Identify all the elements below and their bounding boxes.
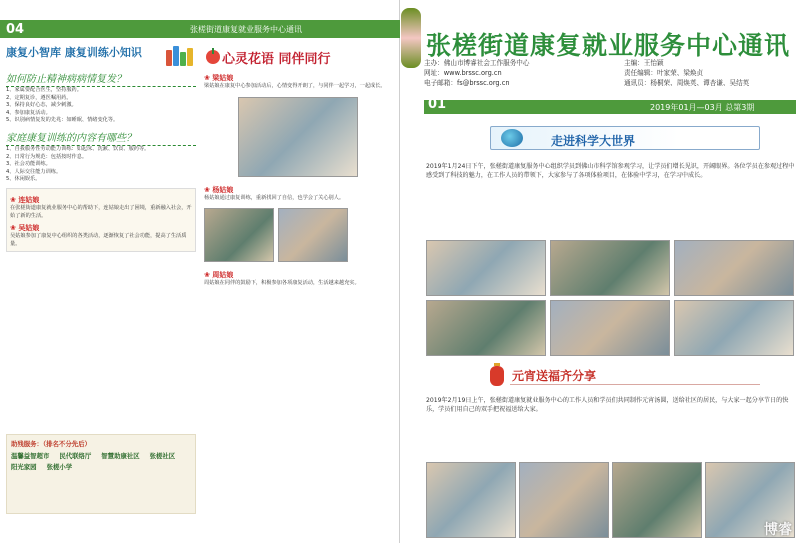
partner-item: 民代联络厅 xyxy=(59,452,92,460)
editor-in-chief: 主编：王怡颖 xyxy=(624,59,664,67)
science-banner xyxy=(490,126,760,150)
science-photo xyxy=(674,240,794,296)
science-photo xyxy=(550,300,670,356)
partner-item: 阳光家园 xyxy=(11,463,37,471)
col2-story-2-text: 杨姑娘通过康复训练，重新找回了自信，也学会了关心别人。 xyxy=(204,194,345,201)
email: 电子邮箱：fs@brssc.org.cn xyxy=(424,79,510,87)
lantern-article: 2019年2月19日上午，张槎街道康复就业服务中心的工作人员和学员们共同制作元宵汤圆，送给社区的居民，与大家一起分享节日的快乐，学员们用自己的双手把祝福送给大家。 xyxy=(426,397,789,413)
globe-icon xyxy=(501,129,523,147)
lantern-title: 元宵送福齐分享 xyxy=(512,369,597,383)
left-column-2 xyxy=(204,44,394,534)
science-photo xyxy=(550,240,670,296)
responsible-editors: 责任编辑：叶家荣、梁焕贞 xyxy=(624,69,704,77)
lantern-photo xyxy=(426,462,516,538)
col2-story-2-title: ❀ 杨姑娘 xyxy=(204,185,234,194)
newsletter-title: 张槎街道康复就业服务中心通讯 xyxy=(426,31,791,60)
section2-item: 2、日常行为规范：包括按时作息。 xyxy=(6,153,88,160)
section2-item: 4、人际交往能力训练。 xyxy=(6,168,62,175)
section1-item: 1、家属要配合医生，坚持服药。 xyxy=(6,87,82,93)
partner-item: 张槎社区 xyxy=(149,452,176,460)
col2-story-1-text: 梁姑娘在康复中心参加活动后，心情变得开朗了，与同伴一起学习，一起成长。 xyxy=(204,83,386,89)
right-page xyxy=(400,0,800,543)
science-article: 2019年1月24日下午，张槎街道康复服务中心组织学员到佛山市科学馆参观学习，让学员们增长见识，开阔眼界。各位学员在参观过程中感受到了科技的魅力，在工作人员的带领下，大家参与了各项体验项目，在体验中学习，在学习中成长。 xyxy=(426,163,795,179)
activity-photo xyxy=(238,97,358,177)
lantern-divider xyxy=(510,384,760,385)
section2-list xyxy=(6,146,196,184)
left-page-number: 04 xyxy=(6,22,25,37)
issue-date: 2019年01月—03月 总第3期 xyxy=(650,103,755,112)
col2-story-3-text: 周姑娘在同伴的鼓励下，积极参加各项康复活动，生活越来越充实。 xyxy=(204,280,360,287)
section1-item: 2、定期复诊，遵医嘱用药。 xyxy=(6,94,72,101)
books-icon xyxy=(164,44,194,66)
col2-story-3-title: ❀ 周姑娘 xyxy=(204,271,234,280)
col2-title: 心灵花语 同伴同行 xyxy=(222,52,331,67)
col2-story-1-title: ❀ 梁姑娘 xyxy=(204,74,234,82)
section1-item: 5、识别病情复发的先兆：如睡眠、情绪变化等。 xyxy=(6,117,119,124)
story-1-text: 在张槎街道康复就业服务中心的帮助下，连姑娘走出了困境，重新融入社会，开始了新的生活。 xyxy=(10,204,192,219)
lantern-photo-row xyxy=(426,462,796,542)
brand-watermark: 博睿 xyxy=(764,522,792,538)
story-2-title: ❀ 吴姑娘 xyxy=(10,224,40,233)
flower-decoration xyxy=(401,8,421,68)
lantern-photo xyxy=(612,462,702,538)
science-photo xyxy=(426,240,546,296)
section2-item: 3、社会功能训练。 xyxy=(6,161,51,168)
lantern-banner xyxy=(480,362,770,390)
section1-title: 如何防止精神病病情复发？ xyxy=(6,70,196,87)
website: 网址：www.brssc.org.cn xyxy=(424,69,502,77)
left-header-title: 张槎街道康复就业服务中心通讯 xyxy=(190,25,302,34)
science-photo xyxy=(674,300,794,356)
section2-item: 1、自我服务性劳动能力训练：如起床、洗漱、饮食、服药等。 xyxy=(6,145,150,152)
story-1-title: ❀ 连姑娘 xyxy=(10,195,40,204)
section1-item: 4、参加康复活动。 xyxy=(6,109,51,116)
banner-title: 康复小智库 康复训练小知识 xyxy=(6,46,142,59)
partner-lead: 助残服务：（排名不分先后） xyxy=(11,440,91,448)
left-column-1 xyxy=(6,44,196,514)
partner-item: 温馨益智超市 xyxy=(11,452,50,460)
activity-photo xyxy=(278,208,348,262)
science-photo-grid xyxy=(426,240,796,358)
apple-icon xyxy=(206,50,220,64)
partner-item: 智慧助康社区 xyxy=(101,452,140,460)
section2-item: 5、休闲娱乐。 xyxy=(6,176,41,183)
correspondents: 通讯员：杨桐荣、周焕英、谭杏谦、吴结英 xyxy=(624,79,750,87)
partner-box xyxy=(6,434,196,514)
activity-photo xyxy=(204,208,274,262)
lantern-photo xyxy=(519,462,609,538)
section1-item: 3、保持良好心态，减少刺激。 xyxy=(6,102,77,109)
story-2-text: 吴姑娘参加了康复中心组织的各类活动，逐渐恢复了社会功能，提高了生活质量。 xyxy=(10,233,187,247)
science-title: 走进科学大世界 xyxy=(551,134,636,148)
issue-number: 01 xyxy=(428,97,447,112)
sponsor: 主办：佛山市博睿社会工作服务中心 xyxy=(424,59,530,67)
section2-title: 家庭康复训练的内容有哪些？ xyxy=(6,129,196,146)
story-box-1 xyxy=(6,188,196,252)
partner-item: 张槎小学 xyxy=(46,463,73,471)
section1-list xyxy=(6,87,196,125)
science-photo xyxy=(426,300,546,356)
lantern-icon xyxy=(490,366,504,386)
